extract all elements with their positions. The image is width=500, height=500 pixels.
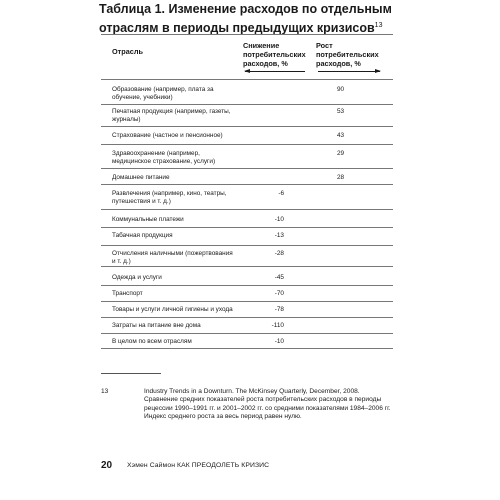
table-row-increase: 29 (337, 150, 345, 157)
table-row-decrease: -110 (271, 322, 284, 329)
table-title (99, 2, 439, 36)
arrow-right-icon (318, 71, 380, 72)
arrow-left-icon (245, 71, 305, 72)
table-row-increase: 43 (337, 132, 345, 139)
table-row-label: Здравоохранение (например, медицинское страхование, услуги) (112, 150, 216, 166)
table-row-rule (101, 348, 393, 349)
table-row-rule (101, 104, 393, 105)
header-increase: Рост потребительских расходов, % (316, 41, 379, 68)
table-row-decrease: -70 (274, 290, 284, 297)
table-title-text: Таблица 1. Изменение расходов по отдельным отраслям в периоды предыдущих кризисов (99, 2, 392, 35)
table-row-rule (101, 227, 393, 228)
table-row-label: Отчисления наличными (пожертвования и т. д.) (112, 250, 233, 266)
table-row-label: Товары и услуги личной гигиены и ухода (112, 306, 233, 313)
footnote-reference: 13 (374, 21, 383, 29)
footnote-text: Industry Trends in a Downturn. The McKinsey Quarterly, December, 2008. Сравнение средних показателей роста потребительских расходов в периоды рецессии 1990–1991 гг. и 2001–2002 гг. со средними показателями 1984–2006 гг. Индекс среднего роста за весь период равен нулю. (144, 388, 391, 421)
table-row-rule (101, 126, 393, 127)
table-row-label: Образование (например, плата за обучение, учебники) (112, 86, 214, 102)
running-footer-title: Хэмен Саймон КАК ПРЕОДОЛЕТЬ КРИЗИС (127, 462, 270, 469)
table-row-rule (101, 301, 393, 302)
table-row-label: Коммунальные платежи (112, 216, 184, 223)
footnote-rule (101, 373, 161, 374)
table-row-rule (101, 285, 393, 286)
table-row-decrease: -10 (274, 216, 284, 223)
header-decrease: Снижение потребительских расходов, % (243, 41, 306, 68)
header-bottom-rule (101, 79, 393, 80)
table-row-rule (101, 317, 393, 318)
table-row-label: Табачная продукция (112, 232, 173, 239)
table-row-increase: 90 (337, 86, 345, 93)
table-row-label: Транспорт (112, 290, 143, 297)
table-row-label: Развлечения (например, кино, театры, путешествия и т. д.) (112, 190, 227, 206)
table-row-decrease: -6 (278, 190, 284, 197)
table-row-rule (101, 333, 393, 334)
table-row-label: Печатная продукция (например, газеты, журналы) (112, 108, 231, 124)
table-row-label: Одежда и услуги (112, 274, 162, 281)
table-row-increase: 28 (337, 174, 345, 181)
table-row-rule (101, 184, 393, 185)
table-top-rule (101, 34, 393, 35)
table-row-decrease: -10 (274, 338, 284, 345)
header-sector: Отрасль (112, 47, 143, 56)
table-row-label: Затраты на питание вне дома (112, 322, 201, 329)
footnote-number: 13 (101, 388, 109, 395)
table-row-rule (101, 209, 393, 210)
page-number: 20 (101, 460, 113, 471)
table-row-label: Страхование (частное и пенсионное) (112, 132, 223, 139)
table-row-rule (101, 168, 393, 169)
table-row-decrease: -45 (274, 274, 284, 281)
table-row-decrease: -13 (274, 232, 284, 239)
table-row-decrease: -28 (274, 250, 284, 257)
table-row-increase: 53 (337, 108, 345, 115)
table-row-rule (101, 144, 393, 145)
table-row-label: Домашнее питание (112, 174, 170, 181)
table-row-decrease: -78 (274, 306, 284, 313)
table-row-rule (101, 266, 393, 267)
table-row-rule (101, 245, 393, 246)
table-row-label: В целом по всем отраслям (112, 338, 192, 345)
